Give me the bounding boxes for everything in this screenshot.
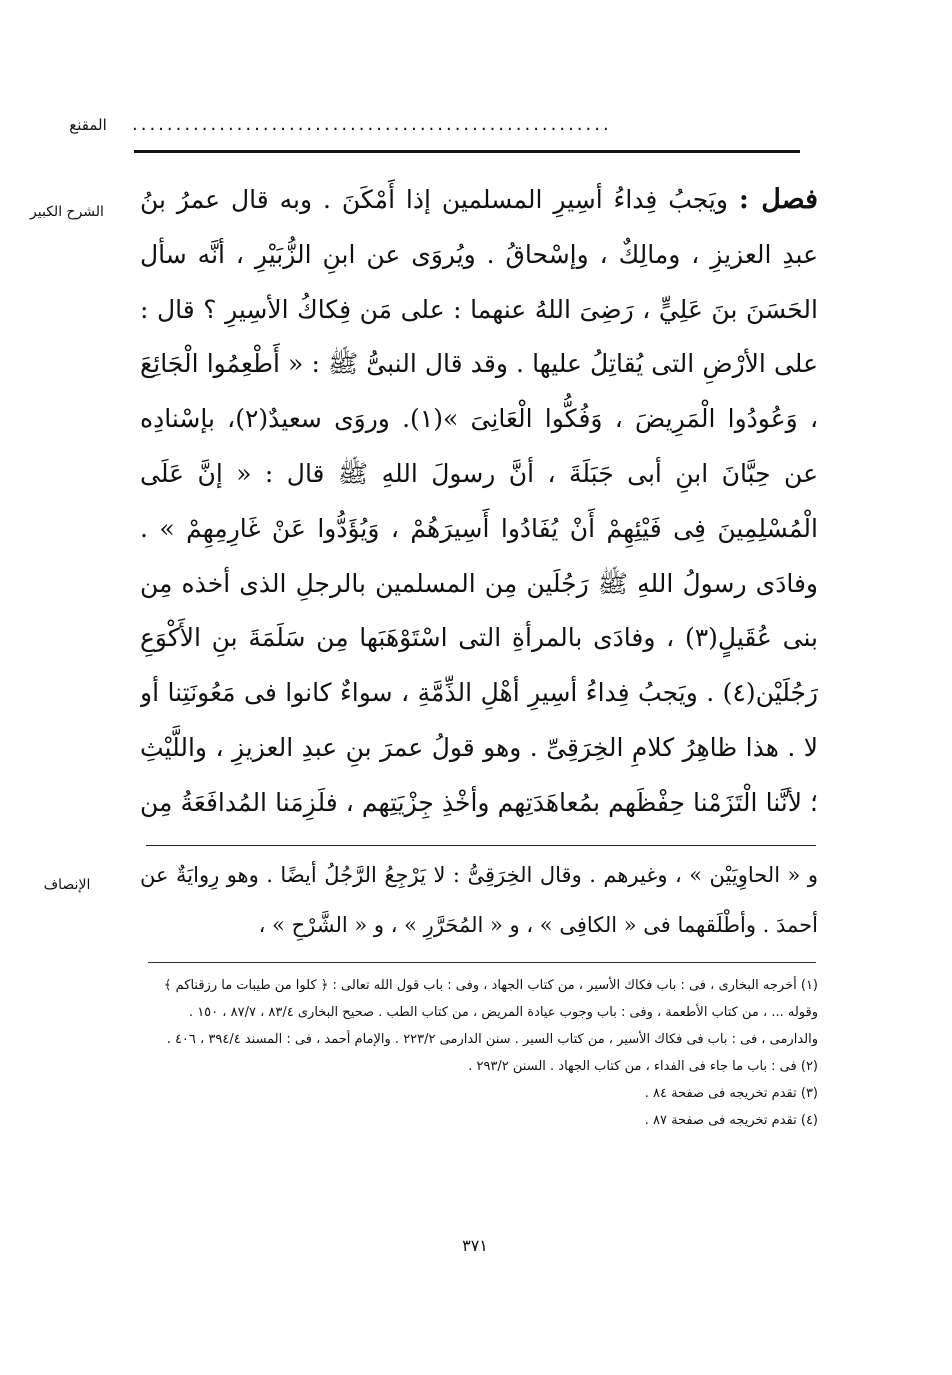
footnote-3: (٣) تقدم تخريجه فى صفحة ٨٤ . <box>644 1086 818 1101</box>
main-commentary-text <box>140 173 818 831</box>
insaf-text: و « الحاوِيَيْن » ، وغيرهم . وقال الخِرَقِىُّ : لا يَرْجِعُ الرَّجُلُ أيضًا . وهو رِوايَةٌ عن أحمدَ . وأطْلَقهما فى « الكافِى » ، و « المُحَرَّرِ » ، و « الشَّرْحِ » ، <box>140 863 818 937</box>
footnote-4: (٤) تقدم تخريجه فى صفحة ٨٧ . <box>644 1113 818 1128</box>
header-dotted-leader: ....................................................... <box>132 116 612 134</box>
page-number: ٣٧١ <box>462 1236 488 1255</box>
footnote-1: (١) أخرجه البخارى ، فى : باب فكاك الأسير ، من كتاب الجهاد ، وفى : باب قول الله تعالى : ﴿ كلوا من طيبات ما رزقناكم ﴾ وقوله ... ، من كتاب الأطعمة ، وفى : باب وجوب عيادة المريض ، من كتاب الطب . صحيح البخارى ٨٣/٤ ، ٨٧/٧ ، ١٥٠ . والدارمى ، فى : باب فى فكاك الأسير ، من كتاب السير . سنن الدارمى ٢٢٣/٢ . والإمام أحمد ، فى : المسند ٣٩٤/٤ ، ٤٠٦ . <box>163 978 818 1047</box>
main-body: ويَجبُ فِداءُ أسِيرِ المسلمين إذا أَمْكَنَ . وبه قال عمرُ بنُ عبدِ العزيزِ ، ومالِكٌ ، وإسْحاقُ . ويُروَى عن ابنِ الزُّبَيْرِ ، أنَّه سأل الحَسَنَ بنَ عَلِيٍّ ، رَضِىَ اللهُ عنهما : على مَن فِكاكُ الأسِيرِ ؟ قال : على الأرْضِ التى يُقاتِلُ عليها . وقد قال النبىُّ ﷺ : « أَطْعِمُوا الْجَائِعَ ، وَعُودُوا الْمَرِيضَ ، وَفُكُّوا الْعَانِىَ »(١). وروَى سعيدٌ(٢)، بإسْنادِه عن حِبَّانَ ابنِ أبى جَبَلَةَ ، أنَّ رسولَ اللهِ ﷺ قال : « إنَّ عَلَى الْمُسْلِمِينَ فِى فَيْئِهِمْ أَنْ يُفَادُوا أَسِيرَهُمْ ، وَيُؤَدُّوا عَنْ غَارِمِهِمْ » . وفادَى رسولُ اللهِ ﷺ رَجُلَين مِن المسلمين بالرجلِ الذى أخذه مِن بنى عُقَيلٍ(٣) ، وفادَى بالمرأةِ التى اسْتَوْهَبَها مِن سَلَمَةَ بنِ الأَكْوَعِ رَجُلَيْن(٤) . ويَجبُ فِداءُ أسِيرِ أهْلِ الذِّمَّةِ ، سواءٌ كانوا فى مَعُونَتِنا أو لا . هذا ظاهِرُ كلامِ الخِرَقِىِّ . وهو قولُ عمرَ بنِ عبدِ العزيزِ ، واللَّيْثِ ؛ لأنَّنا الْتَزَمْنا حِفْظَهم بمُعاهَدَتِهم وأخْذِ جِزْيَتِهم ، فلَزِمَنا المُدافَعَةُ مِن <box>140 185 818 817</box>
header-rule <box>134 150 800 153</box>
section-lead: فصل : <box>738 184 818 215</box>
side-label-insaf: الإنصاف <box>43 877 91 893</box>
header-title: المقنع <box>69 116 107 134</box>
footnote-2: (٢) فى : باب ما جاء فى الفداء ، من كتاب الجهاد . السنن ٢٩٣/٢ . <box>468 1059 818 1074</box>
footnote-divider <box>148 962 816 963</box>
side-label-sharh: الشرح الكبير <box>30 204 104 220</box>
section-divider <box>146 845 816 846</box>
footnotes <box>140 972 818 1134</box>
